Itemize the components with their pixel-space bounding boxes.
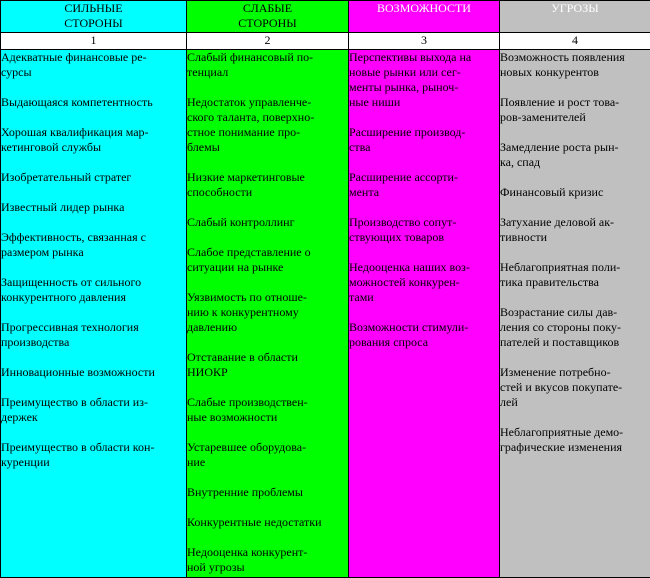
list-item xyxy=(349,260,499,305)
list-item xyxy=(349,215,499,245)
list-item-line: ления со стороны поку- xyxy=(500,320,621,334)
list-item-line: Изобретательный стратег xyxy=(1,170,132,184)
column-number-4: 4 xyxy=(500,33,650,50)
list-item-line: ные ниши xyxy=(349,95,401,109)
header-line: СТОРОНЫ xyxy=(64,16,123,30)
list-item xyxy=(187,485,348,500)
list-item xyxy=(349,320,499,350)
header-line: СТОРОНЫ xyxy=(238,16,297,30)
header-row xyxy=(1,1,650,33)
list-item-line: Прогрессивная технология xyxy=(1,320,139,334)
list-item-line: новых конкурентов xyxy=(500,65,599,79)
list-item-line: Расширение производ- xyxy=(349,125,466,139)
list-item xyxy=(349,125,499,155)
list-item-line: Изменение потребно- xyxy=(500,365,611,379)
list-item-line: тенциал xyxy=(187,65,229,79)
list-item xyxy=(349,170,499,200)
list-item xyxy=(1,365,186,380)
list-item-line: Преимущество в области из- xyxy=(1,395,148,409)
list-item xyxy=(1,125,186,155)
list-item xyxy=(1,440,186,470)
list-item-line: Возможность появления xyxy=(500,50,625,64)
list-item-line: Замедление роста рын- xyxy=(500,140,619,154)
list-item-line: Адекватные финансовые ре- xyxy=(1,50,147,64)
list-item-line: сурсы xyxy=(1,65,32,79)
list-item-line: Конкурентные недостатки xyxy=(187,515,322,529)
list-item-line: ние xyxy=(187,455,206,469)
list-item xyxy=(500,50,650,80)
list-item xyxy=(500,260,650,290)
list-item-line: Производство сопут- xyxy=(349,215,457,229)
list-item-line: ства xyxy=(349,140,371,154)
list-item xyxy=(1,320,186,350)
list-item-line: Появление и рост това- xyxy=(500,95,620,109)
content-row xyxy=(1,50,650,578)
list-item xyxy=(187,170,348,200)
list-item xyxy=(1,95,186,110)
list-item xyxy=(187,290,348,335)
list-item-line: рования спроса xyxy=(349,335,429,349)
list-item xyxy=(500,365,650,410)
list-item-line: Затухание деловой ак- xyxy=(500,215,615,229)
list-item-line: лей xyxy=(500,395,518,409)
list-item xyxy=(1,50,186,80)
list-item xyxy=(187,50,348,80)
list-item-line: Выдающаяся компетентность xyxy=(1,95,153,109)
opportunities-list xyxy=(349,50,500,578)
list-item-line: НИОКР xyxy=(187,365,228,379)
list-item-line: новые рынки или сег- xyxy=(349,65,461,79)
list-item-line: мента xyxy=(349,185,380,199)
list-item-line: Неблагоприятные демо- xyxy=(500,425,624,439)
list-item xyxy=(1,230,186,260)
list-item-line: стное понимание про- xyxy=(187,125,301,139)
list-item-line: тика правительства xyxy=(500,275,599,289)
number-row xyxy=(1,33,650,50)
weaknesses-list xyxy=(187,50,349,578)
list-item-line: нию к конкурентному xyxy=(187,305,299,319)
strengths-list xyxy=(1,50,187,578)
header-line: СЛАБЫЕ xyxy=(242,1,293,15)
list-item-line: можностей конкурен- xyxy=(349,275,460,289)
list-item-line: способности xyxy=(187,185,253,199)
list-item xyxy=(187,515,348,530)
list-item-line: тивности xyxy=(500,230,548,244)
list-item-line: стей и вкусов покупате- xyxy=(500,380,623,394)
list-item-line: ные возможности xyxy=(187,410,278,424)
list-item xyxy=(1,275,186,305)
list-item xyxy=(187,545,348,575)
list-item-line: тами xyxy=(349,290,374,304)
list-item xyxy=(1,170,186,185)
list-item xyxy=(500,95,650,125)
header-line: ВОЗМОЖНОСТИ xyxy=(377,1,471,15)
list-item-line: блемы xyxy=(187,140,220,154)
list-item-line: Недостаток управленче- xyxy=(187,95,312,109)
list-item-line: ной угрозы xyxy=(187,560,245,574)
header-threats xyxy=(500,1,650,33)
list-item-line: графические изменения xyxy=(500,440,623,454)
list-item xyxy=(1,395,186,425)
list-item-line: Преимущество в области кон- xyxy=(1,440,155,454)
list-item-line: куренции xyxy=(1,455,50,469)
list-item-line: Расширение ассорти- xyxy=(349,170,458,184)
list-item-line: Неблагоприятная поли- xyxy=(500,260,621,274)
list-item-line: Устаревшее оборудова- xyxy=(187,440,307,454)
list-item xyxy=(500,215,650,245)
list-item-line: производства xyxy=(1,335,70,349)
list-item-line: Хорошая квалификация мар- xyxy=(1,125,149,139)
list-item xyxy=(187,245,348,275)
list-item-line: Отставание в области xyxy=(187,350,298,364)
threats-list xyxy=(500,50,650,578)
header-strengths xyxy=(1,1,187,33)
list-item-line: Возрастание силы дав- xyxy=(500,305,618,319)
list-item xyxy=(1,200,186,215)
list-item-line: ского таланта, поверхно- xyxy=(187,110,315,124)
list-item-line: Уязвимость по отноше- xyxy=(187,290,307,304)
list-item-line: Слабые производствен- xyxy=(187,395,308,409)
list-item xyxy=(187,95,348,155)
list-item xyxy=(187,395,348,425)
header-opportunities xyxy=(349,1,500,33)
list-item-line: Известный лидер рынка xyxy=(1,200,125,214)
column-number-1: 1 xyxy=(1,33,187,50)
list-item-line: конкурентного давления xyxy=(1,290,126,304)
list-item-line: Слабый контроллинг xyxy=(187,215,295,229)
list-item-line: менты рынка, рыноч- xyxy=(349,80,459,94)
list-item xyxy=(500,305,650,350)
list-item xyxy=(500,185,650,200)
list-item xyxy=(187,350,348,380)
list-item-line: ствующих товаров xyxy=(349,230,445,244)
column-number-3: 3 xyxy=(349,33,500,50)
list-item-line: Недооценка конкурент- xyxy=(187,545,308,559)
list-item-line: Эффективность, связанная с xyxy=(1,230,146,244)
list-item-line: размером рынка xyxy=(1,245,84,259)
list-item xyxy=(500,140,650,170)
column-number-2: 2 xyxy=(187,33,349,50)
header-weaknesses xyxy=(187,1,349,33)
list-item-line: Возможности стимули- xyxy=(349,320,469,334)
list-item-line: ров-заменителей xyxy=(500,110,586,124)
list-item-line: Перспективы выхода на xyxy=(349,50,472,64)
header-line: СИЛЬНЫЕ xyxy=(64,1,123,15)
list-item-line: кетинговой службы xyxy=(1,140,102,154)
list-item-line: Финансовый кризис xyxy=(500,185,604,199)
list-item-line: Слабый финансовый по- xyxy=(187,50,314,64)
list-item-line: Защищенность от сильного xyxy=(1,275,142,289)
list-item-line: Слабое представление о xyxy=(187,245,311,259)
list-item-line: держек xyxy=(1,410,38,424)
header-line: УГРОЗЫ xyxy=(551,1,599,15)
list-item xyxy=(349,50,499,110)
list-item-line: Инновационные возможности xyxy=(1,365,155,379)
list-item-line: ка, спад xyxy=(500,155,541,169)
list-item xyxy=(187,215,348,230)
list-item-line: Внутренние проблемы xyxy=(187,485,303,499)
list-item xyxy=(187,440,348,470)
list-item-line: Низкие маркетинговые xyxy=(187,170,305,184)
list-item xyxy=(500,425,650,455)
list-item-line: давлению xyxy=(187,320,238,334)
list-item-line: пателей и поставщиков xyxy=(500,335,620,349)
list-item-line: Недооценка наших воз- xyxy=(349,260,470,274)
list-item-line: ситуации на рынке xyxy=(187,260,284,274)
